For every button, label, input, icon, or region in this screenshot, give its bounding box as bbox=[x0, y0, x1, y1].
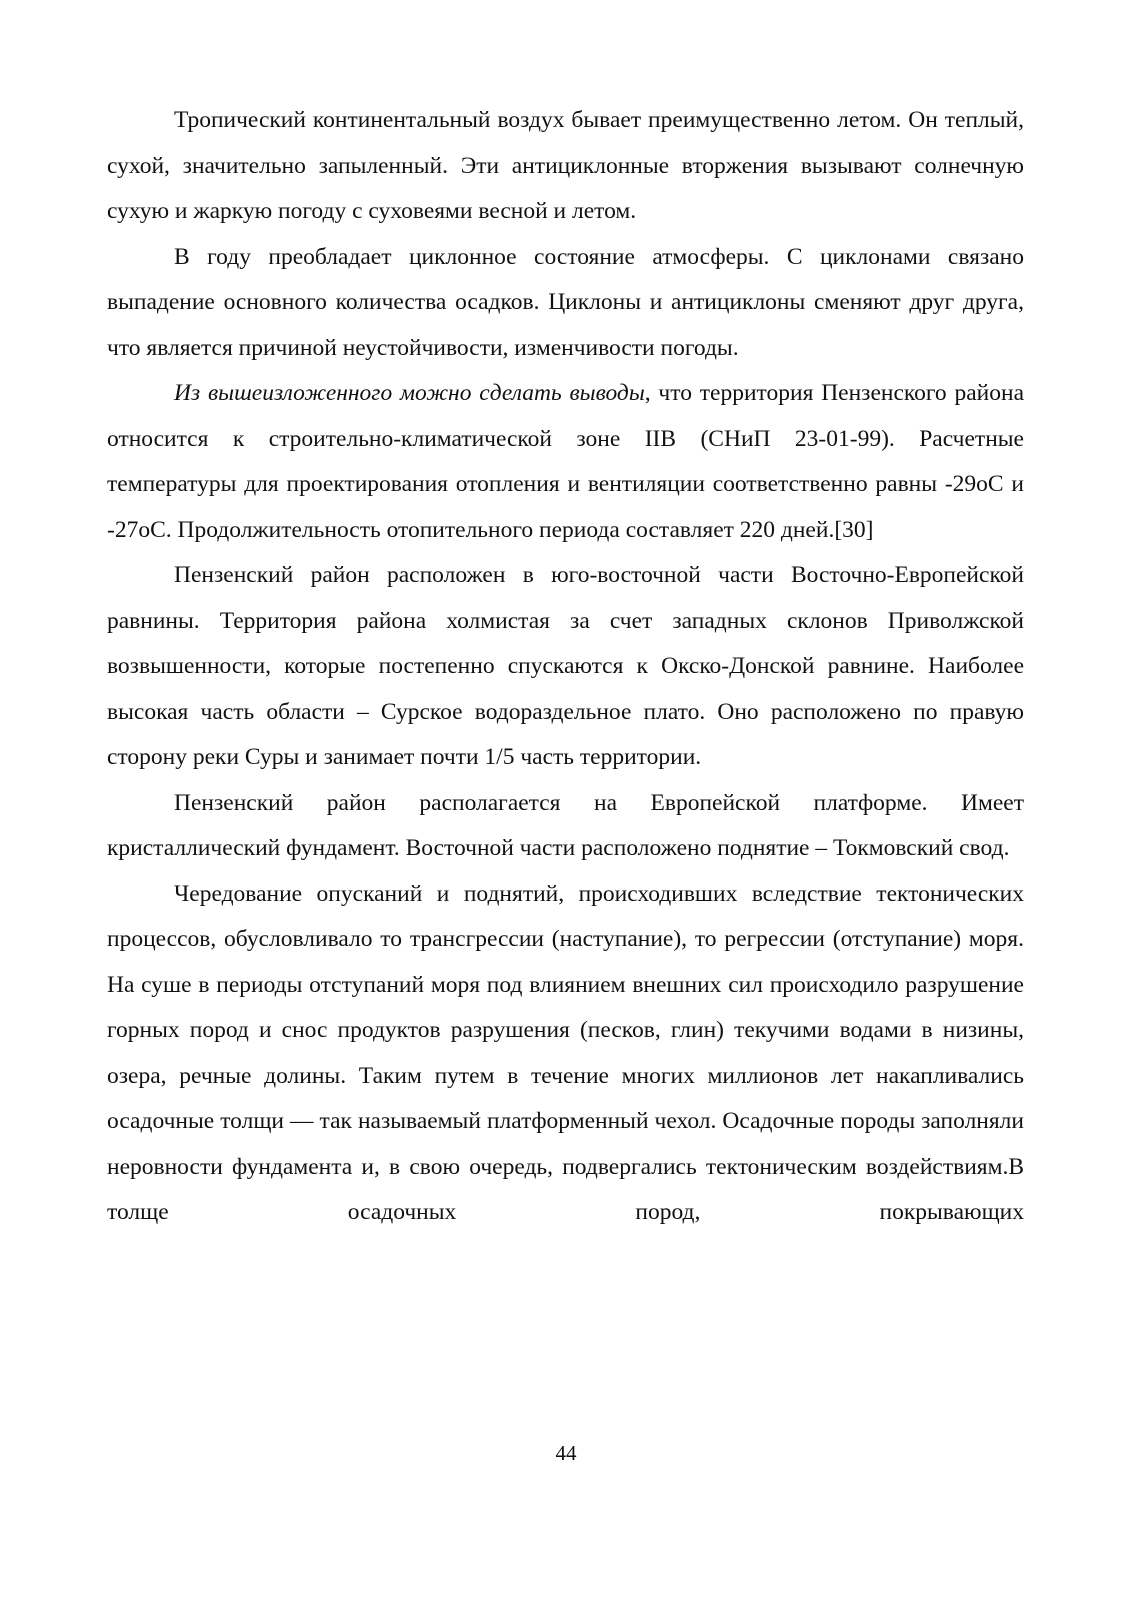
paragraph-tropical-air bbox=[107, 98, 1024, 235]
paragraph-conclusions bbox=[107, 371, 1024, 553]
paragraph-tectonics bbox=[107, 872, 1024, 1236]
paragraph-relief bbox=[107, 553, 1024, 781]
paragraph-platform bbox=[107, 781, 1024, 872]
italic-lead-phrase: Из вышеизложенного можно сделать выводы bbox=[174, 380, 645, 406]
paragraph-text: В году преобладает циклонное состояние атмосферы. С циклонами связано выпадение основного количества осадков. Циклоны и антициклоны сменяют друг друга, что является причиной неустойчивости, изменчивости погоды. bbox=[107, 243, 1024, 361]
paragraph-text: , что территория Пензенского района относится к строительно-климатической зоне IIВ (СНиП 23-01-99). Расчетные температуры для проектирования отопления и вентиляции соответственно равны -29оС и -27оС. Продолжительность отопительного периода составляет 220 дней.[30] bbox=[107, 380, 1024, 543]
paragraph-cyclones bbox=[107, 235, 1024, 372]
paragraph-text: Чередование опусканий и поднятий, происходивших вследствие тектонических процессов, обусловливало то трансгрессии (наступание), то регрессии (отступание) моря. На суше в периоды отступаний моря под влиянием внешних сил происходило разрушение горных пород и снос продуктов разрушения (песков, глин) текучими водами в низины, озера, речные долины. Таким путем в течение многих миллионов лет накапливались осадочные толщи — так называемый платформенный чехол. Осадочные породы заполняли неровности фундамента и, в свою очередь, подвергались тектоническим воздействиям.В толще осадочных пород, покрывающих bbox=[107, 880, 1024, 1225]
paragraph-text: Пензенский район расположен в юго-восточной части Восточно-Европейской равнины. Территория района холмистая за счет западных склонов Приволжской возвышенности, которые постепенно спускаются к Окско-Донской равнине. Наиболее высокая часть области – Сурское водораздельное плато. Оно расположено по правую сторону реки Суры и занимает почти 1/5 часть территории. bbox=[107, 562, 1024, 770]
paragraph-text: Тропический континентальный воздух бывает преимущественно летом. Он теплый, сухой, значительно запыленный. Эти антициклонные вторжения вызывают солнечную сухую и жаркую погоду с суховеями весной и летом. bbox=[107, 107, 1024, 224]
page-number: 44 bbox=[555, 1441, 577, 1465]
page-body-text bbox=[107, 98, 1024, 1236]
paragraph-text: Пензенский район располагается на Европейской платформе. Имеет кристаллический фундамент. Восточной части расположено поднятие – Токмовский свод. bbox=[107, 789, 1024, 861]
